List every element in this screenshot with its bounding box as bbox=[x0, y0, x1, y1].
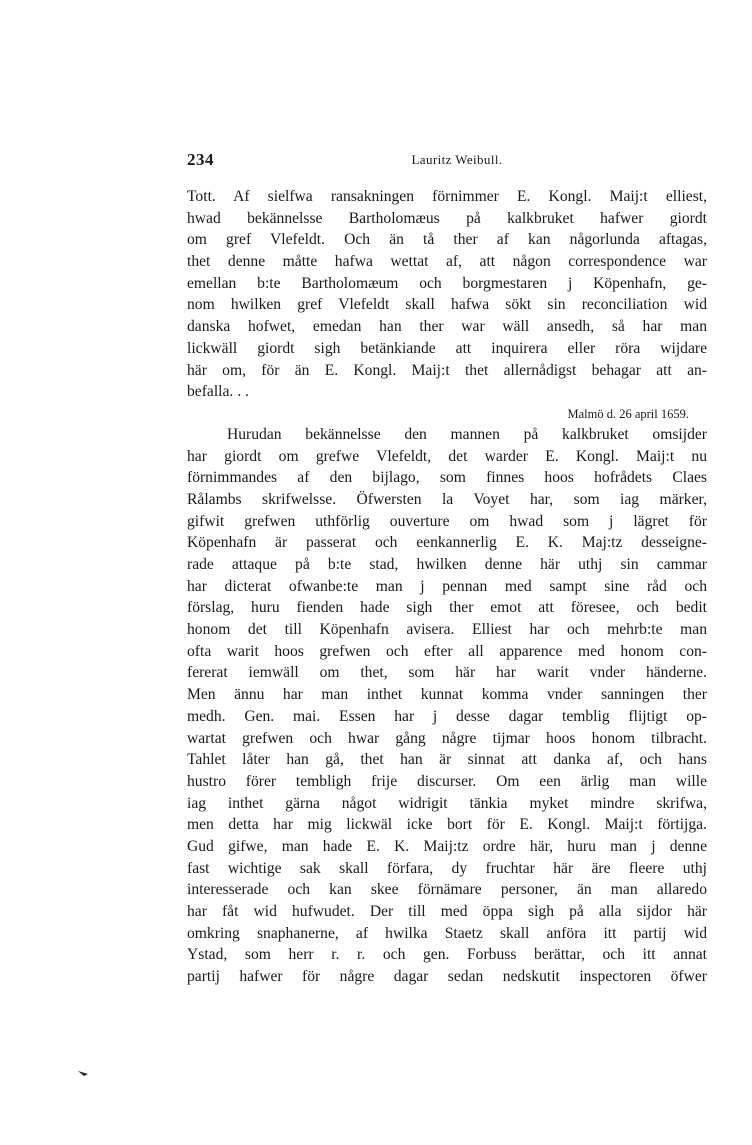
text-line: nom hwilken gref Vlefeldt skall hafwa sökt sin reconciliation wid bbox=[187, 296, 707, 314]
text-line: förslag, huru fienden hade sigh ther emot att föresee, och bedit bbox=[187, 599, 707, 617]
text-line: hwad bekännelsse Bartholomæus på kalkbruket hafwer giordt bbox=[187, 209, 707, 227]
paragraph-1 bbox=[187, 186, 707, 403]
text-line: har fåt wid hufwudet. Der till med öppa sigh på alla sijdor här bbox=[187, 903, 707, 920]
text-line: thet denne måtte hafwa wettat af, att någon correspondence war bbox=[187, 253, 707, 271]
text-line: Hurudan bekännelsse den mannen på kalkbruket omsijder bbox=[227, 425, 707, 443]
text-line: partij hafwer för någre dagar sedan nedskutit inspectoren öfwer bbox=[187, 968, 707, 986]
text-line: hustro förer tembligh frije discurser. Om een ärlig man wille bbox=[187, 772, 707, 790]
text-line: fast wichtige sak skall förfara, dy fruchtar här äre fleere uthj bbox=[187, 859, 707, 877]
text-line: Ystad, som herr r. r. och gen. Forbuss berättar, och itt annat bbox=[187, 946, 707, 964]
text-line: har giordt om grefwe Vlefeldt, det warder E. Kongl. Maij:t nu bbox=[187, 447, 707, 465]
text-line: Men ännu har man inthet kunnat komma vnder sanningen ther bbox=[187, 686, 707, 704]
text-line: om gref Vlefeldt. Och än tå ther af kan någorlunda aftagas, bbox=[187, 231, 707, 249]
text-line: förnimmandes af den bijlago, som finnes hoos hofrådets Claes bbox=[187, 469, 707, 487]
body-text bbox=[187, 186, 707, 988]
text-line: har dicterat ofwanbe:te man j pennan med sampt sine råd och bbox=[187, 577, 707, 595]
ink-speck-icon bbox=[78, 1071, 88, 1076]
dateline: Malmö d. 26 april 1659. bbox=[567, 406, 689, 421]
text-line: men detta har mig lickwäl icke bort för E. Kongl. Maij:t förtijga. bbox=[187, 816, 707, 834]
text-line: lickwäll giordt sigh betänkiande att inquirera eller röra wijdare bbox=[187, 339, 707, 357]
text-line: iag inthet gärna något widrigit tänkia myket mindre skrifwa, bbox=[187, 794, 707, 812]
text-line: Tott. Af sielfwa ransakningen förnimmer E. Kongl. Maij:t elliest, bbox=[187, 188, 707, 205]
text-line: emellan b:te Bartholomæum och borgmestaren j Köpenhafn, ge- bbox=[187, 274, 707, 292]
text-line: danska hofwet, emedan han ther war wäll ansedh, så har man bbox=[187, 318, 707, 336]
text-line: Tahlet låter han gå, thet han är sinnat att danka af, och hans bbox=[187, 751, 707, 769]
page-header bbox=[187, 150, 707, 172]
text-line: Rålambs skrifwelsse. Öfwersten la Voyet har, som iag märker, bbox=[187, 490, 707, 508]
text-line: Köpenhafn är passerat och eenkannerlig E. K. Maj:tz desseigne- bbox=[187, 534, 707, 552]
text-line: interesserade och kan skee förnämare personer, än man allaredo bbox=[187, 881, 707, 899]
text-line: befalla. . . bbox=[187, 383, 249, 401]
text-line: fererat iemwäll om thet, som här har warit vnder händerne. bbox=[187, 664, 707, 682]
text-line: wartat grefwen och hwar gång någre tijmar hoos honom tilbracht. bbox=[187, 729, 707, 747]
text-line: här om, för än E. Kongl. Maij:t thet allernådigst behagar att an- bbox=[187, 361, 707, 379]
text-line: rade attaque på b:te stad, hwilken denne här uthj sin cammar bbox=[187, 556, 707, 573]
text-line: honom det till Köpenhafn avisera. Elliest har och mehrb:te man bbox=[187, 621, 707, 639]
text-line: omkring snaphanerne, af hwilka Staetz skall anföra itt partij wid bbox=[187, 924, 707, 942]
text-line: Gud gifwe, man hade E. K. Maij:tz ordre här, huru man j denne bbox=[187, 837, 707, 855]
text-line: gifwit grefwen uthförlig ouverture om hwad som j lägret för bbox=[187, 512, 707, 530]
page-number: 234 bbox=[187, 150, 214, 169]
text-line: ofta warit hoos grefwen och efter all apparence med honom con- bbox=[187, 642, 707, 660]
text-line: medh. Gen. mai. Essen har j desse dagar temblig flijtigt op- bbox=[187, 707, 707, 725]
running-head: Lauritz Weibull. bbox=[411, 152, 503, 167]
paragraph-2 bbox=[187, 424, 707, 988]
